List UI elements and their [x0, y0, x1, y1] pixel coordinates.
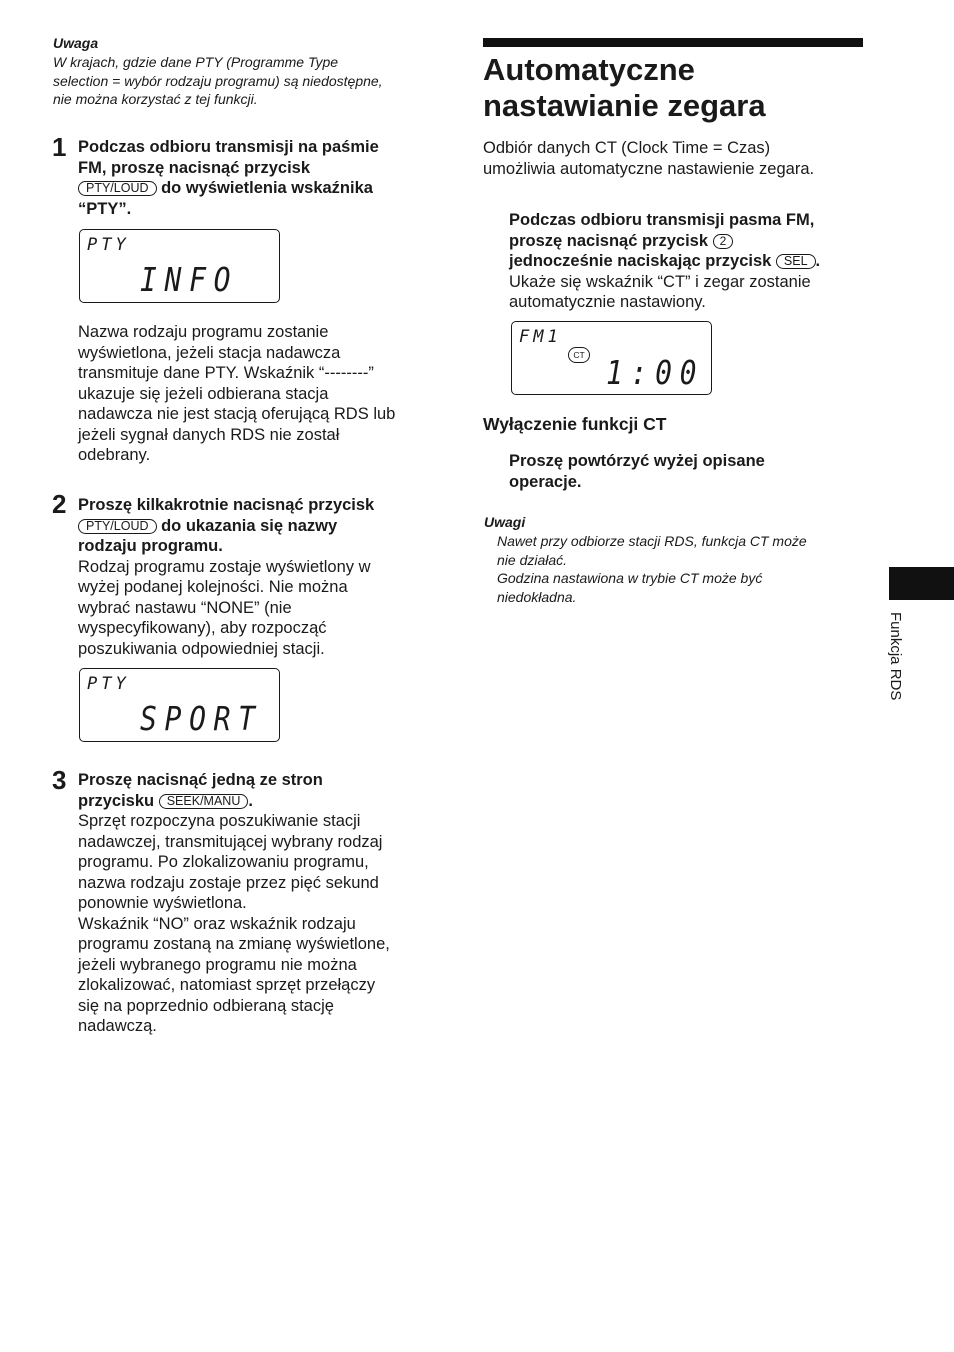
notes-text: [497, 532, 867, 606]
section-heading: [483, 52, 766, 124]
step-number-3: 3: [52, 765, 67, 795]
intro-line: Odbiór danych CT (Clock Time = Czas): [483, 139, 771, 157]
instruction-line: [509, 231, 869, 252]
instruction-text: jednocześnie naciskając przycisk: [509, 252, 776, 270]
lcd-main-text: 1:00: [606, 353, 705, 392]
notes-title: Uwagi: [484, 514, 526, 530]
lcd-main-text: SPORT: [140, 699, 263, 738]
side-tab-marker: [889, 567, 954, 600]
heading-line: nastawianie zegara: [483, 88, 766, 123]
instruction-line: Proszę kilkakrotnie nacisnąć przycisk: [78, 496, 375, 514]
side-label: Funkcja RDS: [887, 612, 904, 701]
step3-block: [78, 770, 438, 1037]
step2-block: [78, 495, 438, 659]
description-line: poszukiwania odpowiedniej stacji.: [78, 639, 325, 658]
description-line: wyżej podanej kolejności. Nie można: [78, 578, 348, 596]
lcd-display-info: [79, 229, 280, 303]
instruction-line: Podczas odbioru transmisji pasma FM,: [509, 211, 815, 229]
note-line: nie można korzystać z tej funkcji.: [53, 91, 258, 107]
repeat-instruction: [509, 451, 869, 492]
instruction-text: do ukazania się nazwy: [156, 516, 338, 535]
instruction-line: [509, 251, 869, 272]
description-line: automatycznie nastawiony.: [509, 293, 706, 311]
description-line: nazwa rodzaju zostaje przez pięć sekund: [78, 873, 379, 892]
lcd-indicator: PTY: [87, 235, 130, 255]
instruction-text: .: [248, 791, 253, 810]
description-line: Sprzęt rozpoczyna poszukiwanie stacji: [78, 812, 361, 830]
description-line: programu zostaną na zmianę wyświetlone,: [78, 935, 390, 953]
description-line: transmituje dane PTY. Wskaźnik “--------”: [78, 364, 374, 382]
description-line: wyświetlona, jeżeli stacja nadawcza: [78, 343, 341, 362]
description-line: zlokalizować, natomiast sprzęt przełączy: [78, 976, 376, 994]
description-line: ponownie wyświetlona.: [78, 894, 247, 912]
description-line: programu. Po zlokalizowaniu programu,: [78, 853, 369, 871]
instruction-line: [78, 791, 438, 812]
description-line: Ukaże się wskaźnik “CT” i zegar zostanie: [509, 272, 811, 291]
ct-instruction: [509, 210, 869, 313]
lcd-display-sport: [79, 668, 280, 742]
instruction-line: [78, 516, 438, 537]
note-line: W krajach, gdzie dane PTY (Programme Type: [53, 54, 339, 70]
subheading: Wyłączenie funkcji CT: [483, 414, 667, 434]
description-line: się na poprzednio odbieraną stację: [78, 996, 334, 1015]
note-text: [53, 53, 383, 109]
pty-loud-button-label: PTY/LOUD: [78, 181, 157, 196]
intro-text: [483, 138, 863, 179]
lcd-indicator: PTY: [87, 674, 130, 694]
button-2-label: 2: [713, 234, 734, 249]
instruction-line: Proszę powtórzyć wyżej opisane: [509, 452, 765, 470]
intro-line: umożliwia automatyczne nastawienie zegara.: [483, 159, 815, 178]
pty-loud-button-label: PTY/LOUD: [78, 519, 157, 534]
step1-instruction: [78, 137, 438, 219]
lcd-display-clock: [511, 321, 712, 395]
sel-button-label: SEL: [776, 254, 816, 269]
step1-description: [78, 322, 438, 466]
lcd-indicator: FM1: [519, 327, 562, 347]
description-line: ukazuje się jeżeli odbierana stacja: [78, 384, 329, 403]
instruction-line: Podczas odbioru transmisji na paśmie: [78, 138, 379, 156]
heading-line: Automatyczne: [483, 52, 695, 87]
note-line: Nawet przy odbiorze stacji RDS, funkcja CT może: [497, 533, 807, 549]
description-line: jeżeli sygnał danych RDS nie został: [78, 425, 340, 444]
note-line: niedokładna.: [497, 588, 577, 605]
instruction-line: operacje.: [509, 472, 582, 491]
step-number-2: 2: [52, 489, 67, 519]
step-number-1: 1: [52, 132, 67, 162]
instruction-line: FM, proszę nacisnąć przycisk: [78, 158, 311, 177]
instruction-text: .: [815, 252, 821, 270]
note-line: Godzina nastawiona w trybie CT może być: [497, 570, 763, 586]
description-line: odebrany.: [78, 446, 151, 464]
instruction-text: proszę nacisnąć przycisk: [509, 231, 713, 250]
note-title: Uwaga: [53, 35, 99, 51]
instruction-line: “PTY”.: [78, 199, 132, 218]
lcd-main-text: INFO: [140, 260, 239, 299]
description-line: Wskaźnik “NO” oraz wskaźnik rodzaju: [78, 914, 356, 933]
note-line: selection = wybór rodzaju programu) są niedostępne,: [53, 72, 383, 89]
description-line: nadawczą.: [78, 1017, 157, 1035]
heading-rule: [483, 38, 863, 47]
seek-manu-button-label: SEEK/MANU: [159, 794, 249, 809]
instruction-line: rodzaju programu.: [78, 537, 223, 555]
instruction-line: Proszę nacisnąć jedną ze stron: [78, 771, 323, 789]
ct-badge: CT: [568, 347, 590, 363]
description-line: wyspecyfikowany), aby rozpocząć: [78, 619, 327, 637]
description-line: jeżeli wybranego programu nie można: [78, 955, 357, 974]
note-line: nie działać.: [497, 551, 568, 568]
instruction-line: [78, 178, 438, 199]
instruction-text: do wyświetlenia wskaźnika: [156, 179, 373, 197]
description-line: wybrać nastawu “NONE” (nie: [78, 598, 292, 617]
description-line: nadawcza nie jest stacją oferującą RDS lub: [78, 405, 396, 423]
description-line: Rodzaj programu zostaje wyświetlony w: [78, 557, 371, 576]
instruction-text: przycisku: [78, 791, 159, 810]
description-line: nadawczej, transmitującej wybrany rodzaj: [78, 832, 383, 851]
description-line: Nazwa rodzaju programu zostanie: [78, 323, 329, 341]
